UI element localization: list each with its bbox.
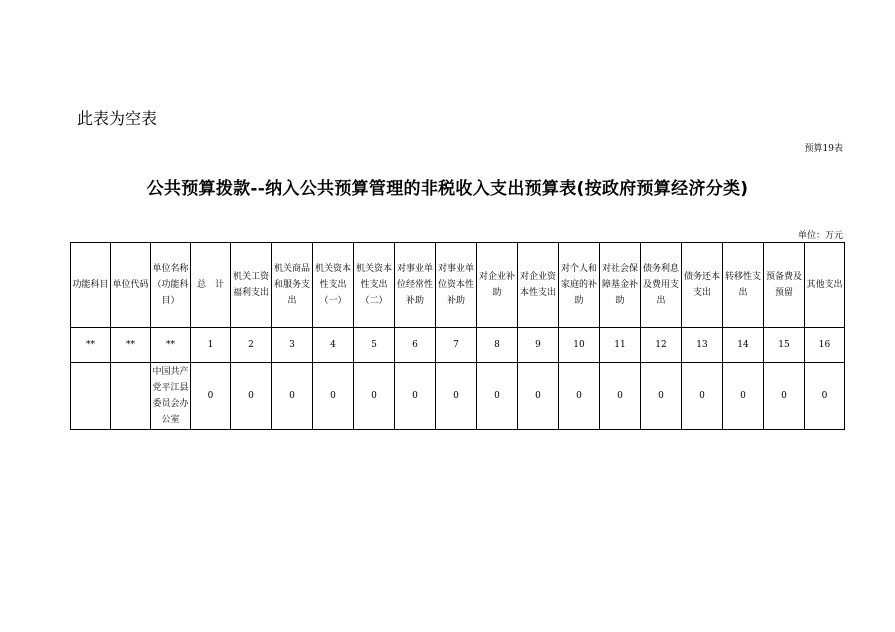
index-cell: 3 <box>272 328 313 363</box>
index-cell: 2 <box>231 328 272 363</box>
table-cell: 0 <box>272 363 313 430</box>
table-cell: 0 <box>559 363 600 430</box>
index-cell: ** <box>71 328 111 363</box>
index-cell: 9 <box>518 328 559 363</box>
column-header: 对企业资本性支出 <box>518 243 559 328</box>
index-cell: 1 <box>191 328 231 363</box>
column-header: 债务利息及费用支出 <box>641 243 682 328</box>
table-cell: 0 <box>518 363 559 430</box>
column-header: 对事业单位经常性补助 <box>395 243 436 328</box>
table-cell: 0 <box>313 363 354 430</box>
column-header: 对事业单位资本性补助 <box>436 243 477 328</box>
index-cell: 15 <box>764 328 805 363</box>
column-header: 对企业补助 <box>477 243 518 328</box>
table-cell: 0 <box>395 363 436 430</box>
column-header: 机关工资福利支出 <box>231 243 272 328</box>
table-title: 公共预算拨款--纳入公共预算管理的非税收入支出预算表(按政府预算经济分类) <box>146 179 749 199</box>
column-header: 其他支出 <box>805 243 845 328</box>
empty-table-note: 此表为空表 <box>77 109 158 128</box>
index-cell: 7 <box>436 328 477 363</box>
index-cell: 5 <box>354 328 395 363</box>
index-cell: 12 <box>641 328 682 363</box>
index-cell: 16 <box>805 328 845 363</box>
table-cell: 0 <box>682 363 723 430</box>
index-cell: 6 <box>395 328 436 363</box>
table-row <box>71 363 845 430</box>
table-cell: 0 <box>600 363 641 430</box>
index-cell: 10 <box>559 328 600 363</box>
column-header: 对个人和家庭的补助 <box>559 243 600 328</box>
column-header: 功能科目 <box>71 243 111 328</box>
index-cell: 14 <box>723 328 764 363</box>
table-cell <box>111 363 151 430</box>
column-header: 预备费及预留 <box>764 243 805 328</box>
table-cell: 0 <box>354 363 395 430</box>
column-header: 机关商品和服务支出 <box>272 243 313 328</box>
unit-name-cell: 中国共产党平江县委员会办公室 <box>151 363 191 430</box>
index-row <box>71 328 845 363</box>
table-cell: 0 <box>723 363 764 430</box>
index-cell: ** <box>151 328 191 363</box>
index-cell: 13 <box>682 328 723 363</box>
index-cell: 4 <box>313 328 354 363</box>
index-cell: 11 <box>600 328 641 363</box>
table-cell: 0 <box>231 363 272 430</box>
form-number: 预算19表 <box>804 144 843 154</box>
column-header: 单位代码 <box>111 243 151 328</box>
table-cell: 0 <box>641 363 682 430</box>
budget-table <box>70 242 845 430</box>
column-header: 转移性支出 <box>723 243 764 328</box>
index-cell: 8 <box>477 328 518 363</box>
table-cell <box>71 363 111 430</box>
table-cell: 0 <box>764 363 805 430</box>
column-header: 机关资本性支出（一） <box>313 243 354 328</box>
column-header: 对社会保障基金补助 <box>600 243 641 328</box>
table-cell: 0 <box>191 363 231 430</box>
table-cell: 0 <box>436 363 477 430</box>
column-header: 债务还本支出 <box>682 243 723 328</box>
column-header: 机关资本性支出（二） <box>354 243 395 328</box>
unit-label: 单位：万元 <box>797 231 843 241</box>
column-header: 总 计 <box>191 243 231 328</box>
table-cell: 0 <box>805 363 845 430</box>
column-header: 单位名称（功能科目） <box>151 243 191 328</box>
header-row <box>71 243 845 328</box>
index-cell: ** <box>111 328 151 363</box>
table-cell: 0 <box>477 363 518 430</box>
